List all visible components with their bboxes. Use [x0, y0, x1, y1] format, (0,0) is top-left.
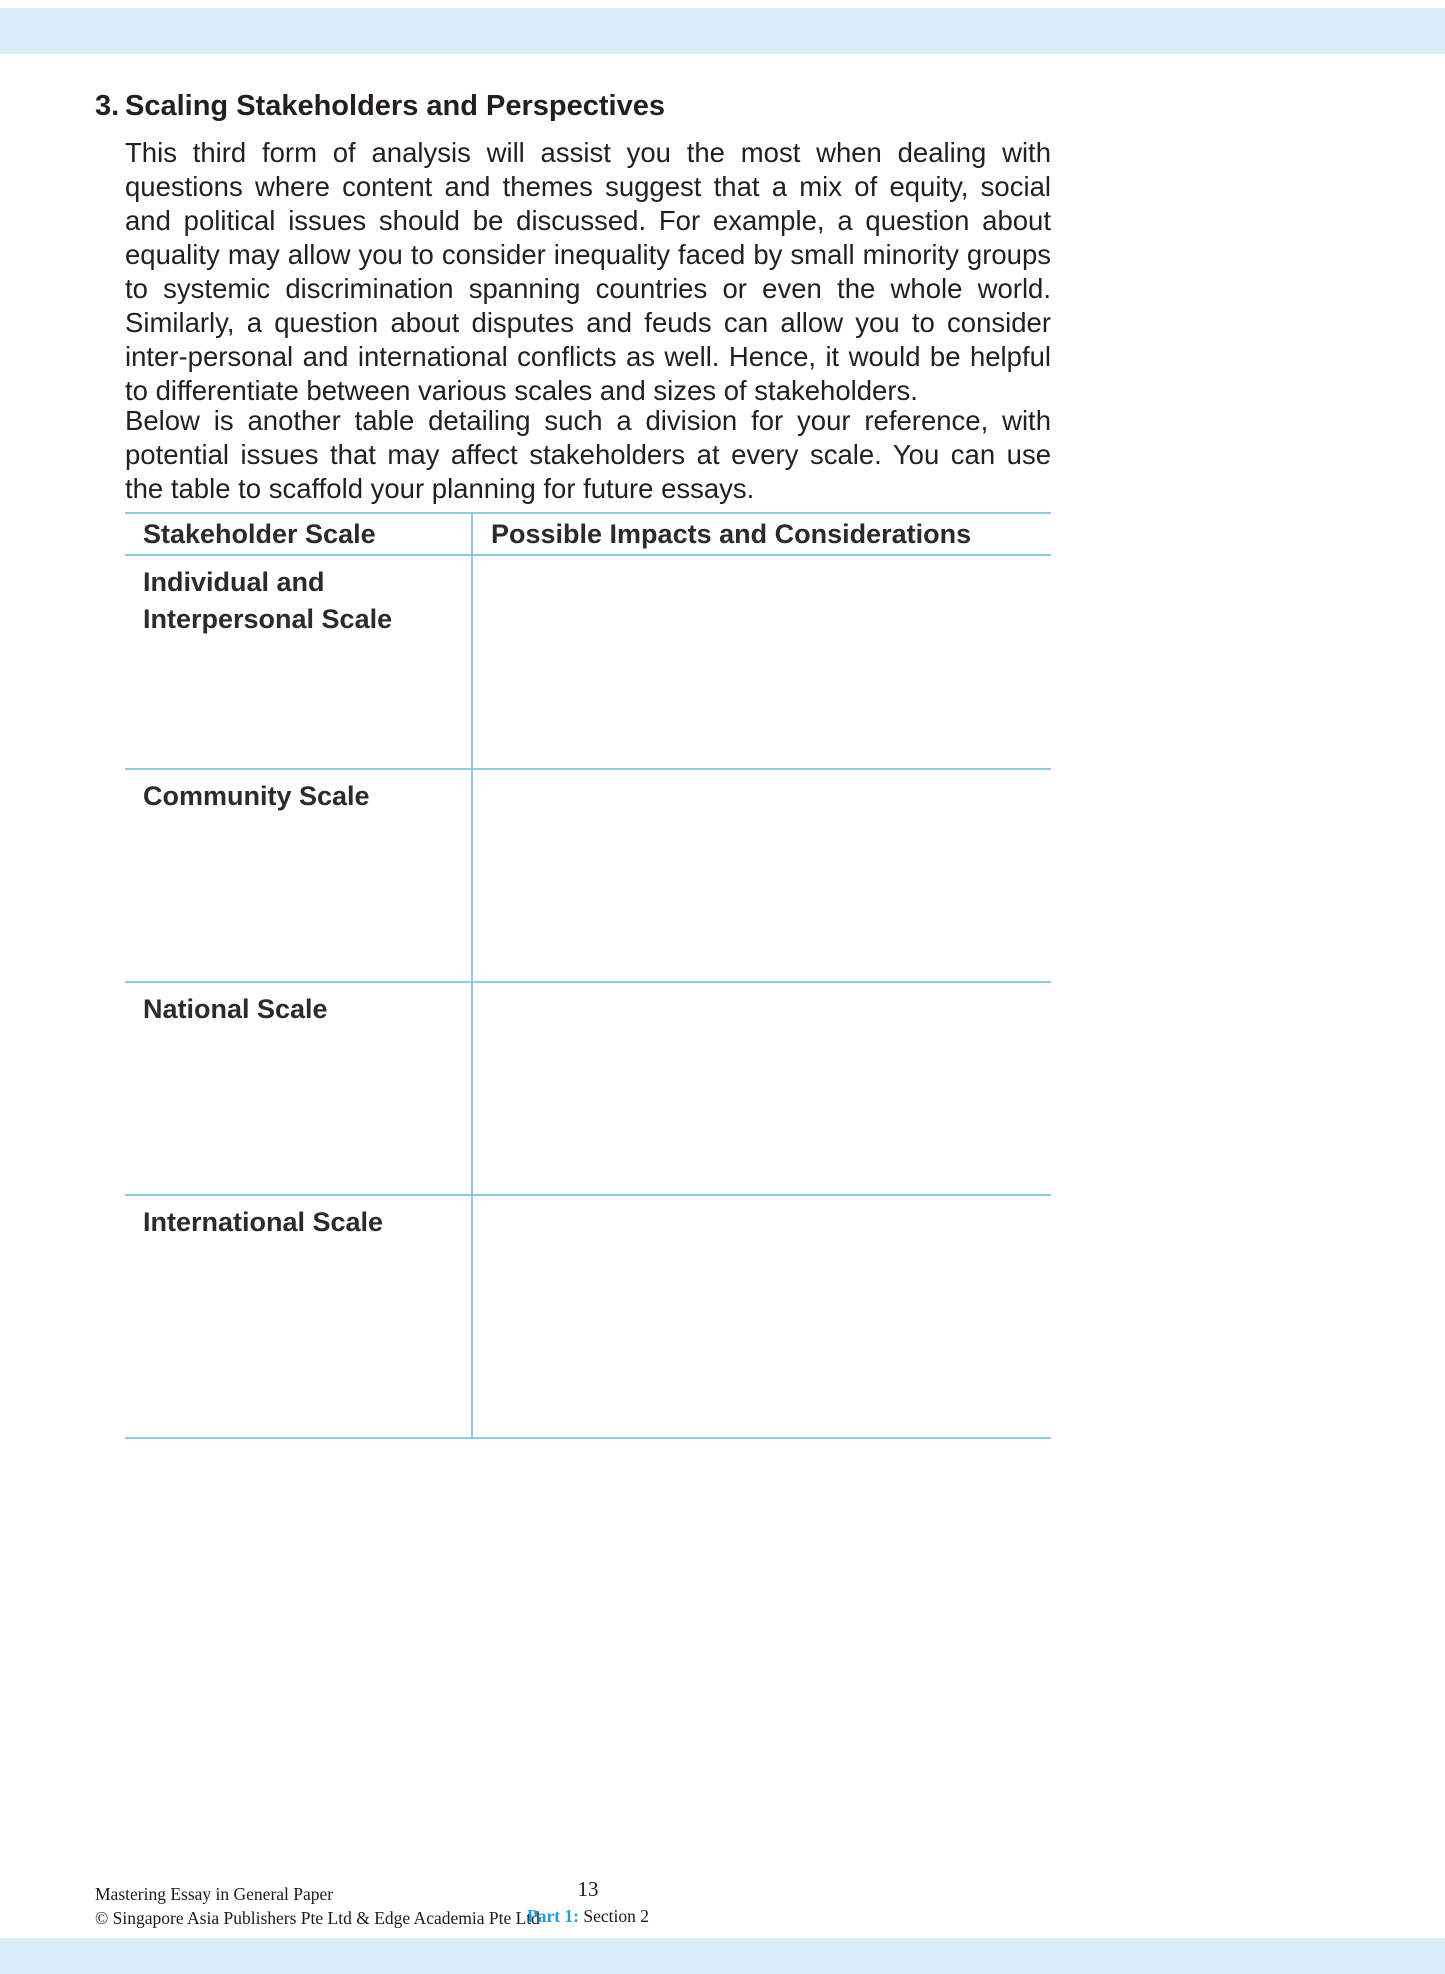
top-decorative-band — [0, 8, 1445, 54]
table-cell-scale: Community Scale — [125, 770, 473, 981]
intro-paragraph: This third form of analysis will assist you the most when dealing with questions where content and themes suggest that a mix of equity, social and political issues should be discussed. For example, a question about equality may allow you to consider inequality faced by small minority groups to systemic discrimination spanning countries or even the whole world. Similarly, a question about disputes and feuds can allow you to consider inter-personal and international conflicts as well. Hence, it would be helpful to differentiate between various scales and sizes of stakeholders. — [125, 137, 1051, 406]
table-cell-impacts — [473, 556, 1051, 768]
table-cell-scale: National Scale — [125, 983, 473, 1194]
book-title: Mastering Essay in General Paper — [95, 1884, 334, 1904]
table-cell-scale: Individual and Interpersonal Scale — [125, 556, 473, 768]
heading-number: 3. — [95, 90, 120, 122]
section-label: Section 2 — [583, 1906, 649, 1926]
heading-title: Scaling Stakeholders and Perspectives — [125, 90, 665, 122]
table-row — [125, 556, 1051, 770]
section-heading — [95, 88, 1051, 124]
table-header-scale: Stakeholder Scale — [125, 514, 473, 554]
table-cell-impacts — [473, 770, 1051, 981]
table-cell-scale: International Scale — [125, 1196, 473, 1437]
table-row — [125, 1196, 1051, 1439]
stakeholder-scale-table — [125, 512, 1051, 1439]
bottom-decorative-band — [0, 1938, 1445, 1974]
table-header-impacts: Possible Impacts and Considerations — [491, 519, 972, 549]
copyright-line: © Singapore Asia Publishers Pte Ltd & Edge Academia Pte Ltd — [95, 1908, 540, 1928]
footer-center — [125, 1876, 1051, 1927]
table-cell-impacts — [473, 1196, 1051, 1437]
table-header-row — [125, 514, 1051, 556]
table-row — [125, 770, 1051, 983]
table-cell-impacts — [473, 983, 1051, 1194]
table-intro-paragraph: Below is another table detailing such a division for your reference, with potential issues that may affect stakeholders at every scale. You can use the table to scaffold your planning for future essays. — [125, 405, 1051, 504]
part-section-label — [125, 1906, 1051, 1927]
table-row — [125, 983, 1051, 1196]
page-number: 13 — [577, 1877, 599, 1901]
part-label: Part 1: — [527, 1906, 579, 1926]
